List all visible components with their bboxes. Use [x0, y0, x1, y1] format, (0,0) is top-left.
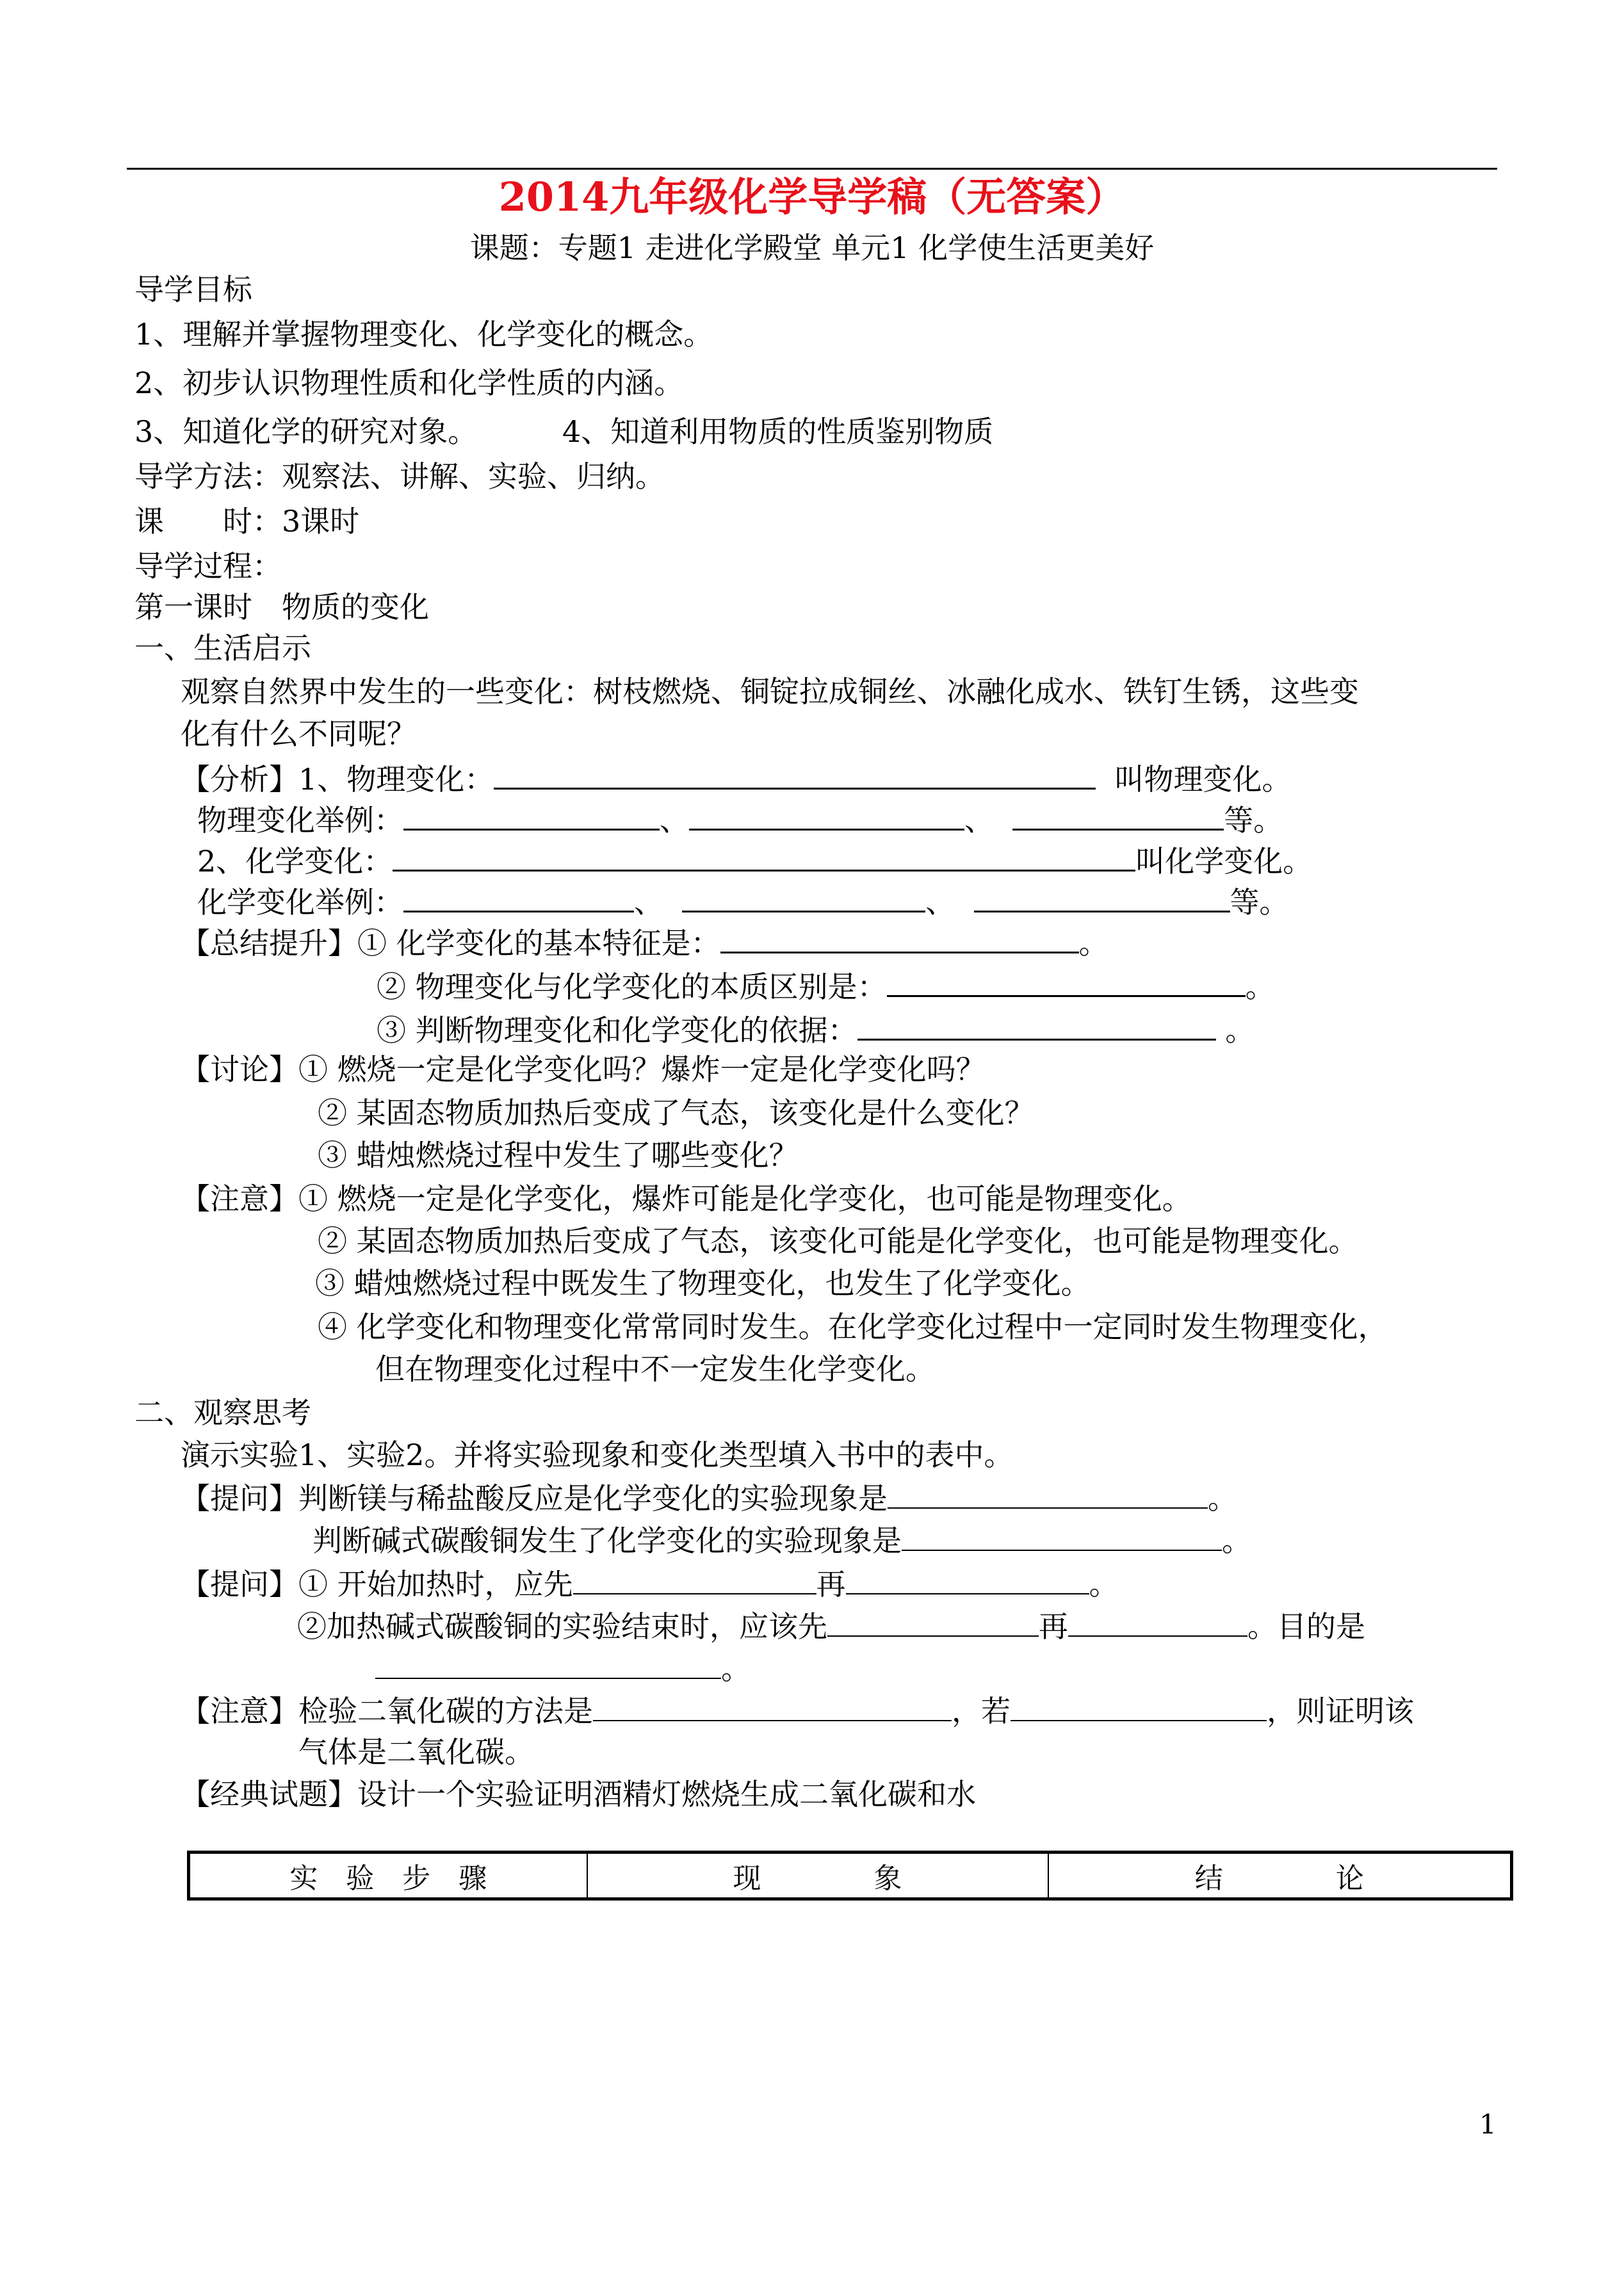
- question-2b: ②加热碱式碳酸铜的实验结束时，应该先 再 。目的是: [297, 1606, 1365, 1646]
- question-1a: 【提问】判断镁与稀盐酸反应是化学变化的实验现象是 。: [181, 1478, 1237, 1518]
- method-line: 导学方法：观察法、讲解、实验、归纳。: [134, 459, 665, 494]
- header-conclusion: 结 论: [1048, 1853, 1512, 1899]
- note-4-cont: 但在物理变化过程中不一定发生化学变化。: [375, 1352, 935, 1386]
- summary-3: ③ 判断物理变化和化学变化的依据： 。: [377, 1008, 1255, 1050]
- note-co2-cont: 气体是二氧化碳。: [298, 1735, 534, 1769]
- header-phenomenon: 现 象: [587, 1853, 1048, 1899]
- note-3: ③ 蜡烛燃烧过程中既发生了物理变化，也发生了化学变化。: [315, 1266, 1091, 1301]
- note-2: ② 某固态物质加热后变成了气态，该变化可能是化学变化，也可能是物理变化。: [318, 1224, 1358, 1258]
- header-steps: 实 验 步 骤: [189, 1853, 587, 1899]
- goal-2: 2、初步认识物理性质和化学性质的内涵。: [134, 366, 684, 400]
- note-co2-line: 【注意】检验二氧化碳的方法是 ，若 ，则证明该: [181, 1691, 1414, 1730]
- section-2-heading: 二、观察思考: [134, 1395, 311, 1430]
- hours-label: 课 时：: [134, 504, 282, 539]
- goals-heading: 导学目标: [134, 272, 252, 307]
- discussion-3: ③ 蜡烛燃烧过程中发生了哪些变化？: [318, 1138, 799, 1172]
- chemical-examples-line: 化学变化举例： 、 、 等。: [197, 880, 1289, 921]
- blank-physical-ex-3[interactable]: [1012, 798, 1224, 831]
- blank-q2b-1[interactable]: [827, 1606, 1039, 1637]
- blank-chemical-ex-1[interactable]: [403, 880, 634, 912]
- blank-summary-3[interactable]: [857, 1008, 1216, 1041]
- process-heading: 导学过程：: [134, 549, 282, 583]
- blank-q1a[interactable]: [888, 1478, 1208, 1509]
- experiment-table: [187, 1851, 1513, 1901]
- discussion-2: ② 某固态物质加热后变成了气态，该变化是什么变化？: [318, 1096, 1034, 1130]
- blank-q2a-2[interactable]: [846, 1564, 1089, 1594]
- blank-q2b-purpose[interactable]: [375, 1648, 721, 1679]
- hours-line: [134, 502, 359, 540]
- discussion-1: 【讨论】① 燃烧一定是化学变化吗？爆炸一定是化学变化吗？: [181, 1052, 986, 1087]
- header-rule: [127, 168, 1497, 170]
- blank-physical-def[interactable]: [494, 757, 1096, 790]
- page-title: 2014九年级化学导学稿（无答案）: [498, 174, 1126, 220]
- summary-1: 【总结提升】① 化学变化的基本特征是： 。: [181, 921, 1108, 962]
- classic-problem: 【经典试题】设计一个实验证明酒精灯燃烧生成二氧化碳和水: [181, 1777, 976, 1812]
- demo-line: 演示实验1、实验2。并将实验现象和变化类型填入书中的表中。: [181, 1438, 1014, 1472]
- summary-2: ② 物理变化与化学变化的本质区别是： 。: [377, 964, 1275, 1006]
- question-2b-cont: 。: [375, 1648, 751, 1688]
- physical-examples-line: 物理变化举例： 、 、 等。: [197, 798, 1283, 839]
- blank-co2-if[interactable]: [1011, 1691, 1267, 1721]
- blank-chemical-ex-3[interactable]: [974, 880, 1230, 912]
- blank-chemical-ex-2[interactable]: [682, 880, 925, 912]
- blank-co2-method[interactable]: [593, 1691, 952, 1721]
- goal-3: 3、知道化学的研究对象。: [134, 414, 478, 449]
- analysis-chemical-line: 2、化学变化： 叫化学变化。: [197, 839, 1312, 880]
- blank-summary-2[interactable]: [887, 964, 1246, 997]
- blank-physical-ex-1[interactable]: [403, 798, 660, 831]
- note-1: 【注意】① 燃烧一定是化学变化，爆炸可能是化学变化，也可能是物理变化。: [181, 1181, 1192, 1216]
- section-1-heading: 一、生活启示: [134, 631, 311, 665]
- table-header-row: [189, 1853, 1512, 1899]
- analysis-physical-line: 【分析】1、物理变化： 叫物理变化。: [181, 757, 1292, 799]
- blank-chemical-def[interactable]: [393, 839, 1135, 872]
- blank-summary-1[interactable]: [720, 921, 1079, 953]
- blank-q2a-1[interactable]: [573, 1564, 816, 1594]
- goal-4: 4、知道利用物质的性质鉴别物质: [562, 414, 994, 449]
- page-subtitle: 课题：专题1 走进化学殿堂 单元1 化学使生活更美好: [469, 231, 1155, 265]
- observation-line-1: 观察自然界中发生的一些变化：树枝燃烧、铜锭拉成铜丝、冰融化成水、铁钉生锈，这些变: [181, 674, 1359, 709]
- goal-1: 1、理解并掌握物理变化、化学变化的概念。: [134, 317, 713, 352]
- question-1b: 判断碱式碳酸铜发生了化学变化的实验现象是 。: [313, 1520, 1251, 1560]
- note-4: ④ 化学变化和物理变化常常同时发生。在化学变化过程中一定同时发生物理变化，: [318, 1310, 1388, 1344]
- page-number: 1: [1479, 2109, 1497, 2140]
- blank-q1b[interactable]: [902, 1520, 1222, 1551]
- question-2a: 【提问】① 开始加热时，应先 再 。: [181, 1564, 1119, 1603]
- blank-physical-ex-2[interactable]: [689, 798, 964, 831]
- lesson-heading: 第一课时 物质的变化: [134, 590, 429, 624]
- observation-line-2: 化有什么不同呢？: [181, 717, 416, 751]
- hours-value: 3课时: [282, 504, 360, 539]
- blank-q2b-2[interactable]: [1068, 1606, 1247, 1637]
